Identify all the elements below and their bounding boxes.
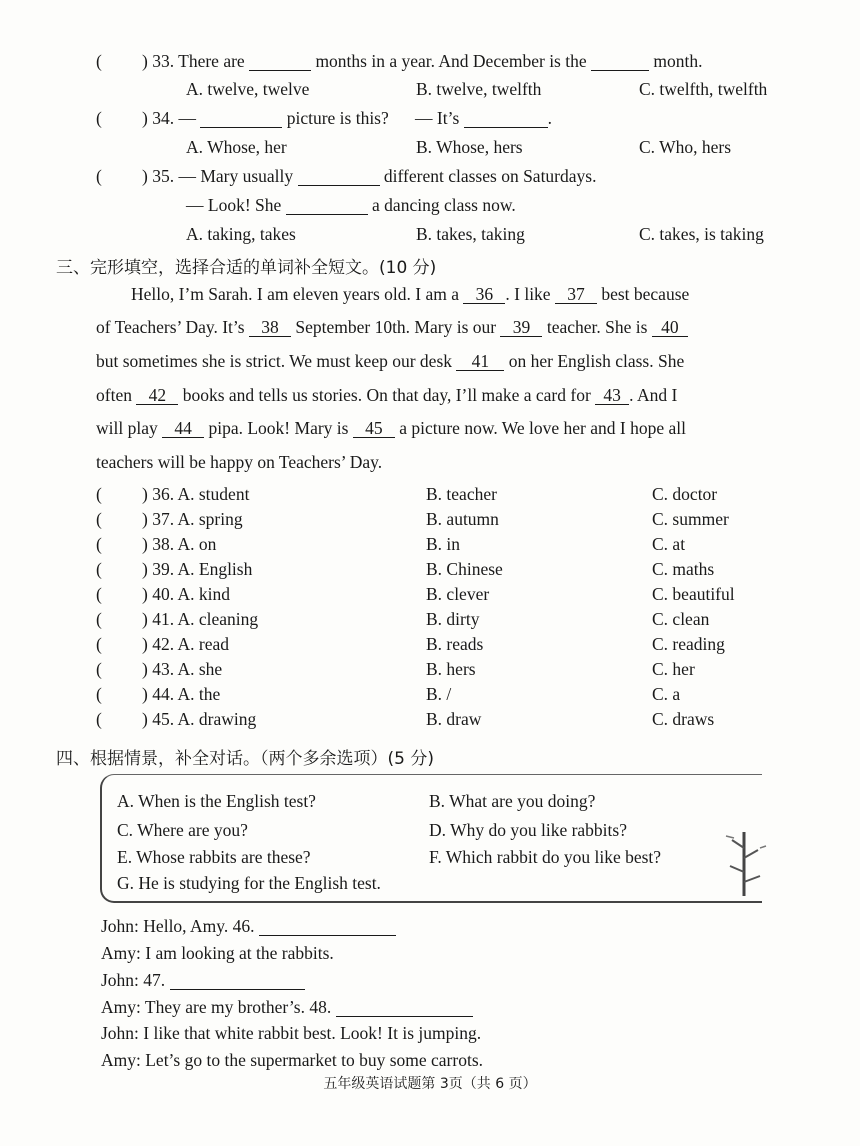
dialogue-line-4: [101, 997, 473, 1018]
blank-46[interactable]: [259, 917, 396, 936]
option-a: ) 44. A. the: [142, 684, 221, 704]
option-c: C. summer: [652, 509, 729, 529]
option-c: C. reading: [652, 634, 725, 654]
q33-option-a: A. twelve, twelve: [186, 79, 310, 99]
cloze-line-3: [96, 351, 808, 372]
cloze-blank-43[interactable]: 43: [595, 386, 629, 405]
option-b: B. draw: [426, 709, 482, 729]
q33-option-c: C. twelfth, twelfth: [639, 79, 768, 99]
cloze-blank-44[interactable]: 44: [162, 419, 204, 438]
option-b: B. dirty: [426, 609, 480, 629]
option-c: C. at: [652, 534, 686, 554]
answer-paren[interactable]: (: [96, 584, 102, 604]
q35-line2a: — Look! She: [186, 195, 282, 215]
option-b: B. reads: [426, 634, 484, 654]
cloze-text: September 10th. Mary is our: [295, 317, 497, 337]
q33-option-b: B. twelve, twelfth: [416, 79, 542, 99]
q33-blank1[interactable]: [249, 52, 311, 71]
cloze-blank-38[interactable]: 38: [249, 318, 291, 337]
option-row-45: [96, 709, 816, 734]
q34-paren-open: (: [96, 108, 102, 128]
cloze-text: often: [96, 385, 132, 405]
q35-option-a: A. taking, takes: [186, 224, 296, 244]
q33-line: [142, 51, 702, 72]
option-a: ) 41. A. cleaning: [142, 609, 259, 629]
dialogue-line-1: [101, 916, 396, 937]
q34-text2: — It’s: [415, 108, 460, 128]
cloze-text: pipa. Look! Mary is: [208, 418, 349, 438]
option-c: C. a: [652, 684, 681, 704]
dialogue-text: John: Hello, Amy. 46.: [101, 916, 255, 936]
cloze-options: [96, 484, 816, 734]
dialogue-line-2: Amy: I am looking at the rabbits.: [101, 943, 334, 963]
q33-blank2[interactable]: [591, 52, 649, 71]
option-c: C. doctor: [652, 484, 718, 504]
q35-option-b: B. takes, taking: [416, 224, 525, 244]
option-b: B. in: [426, 534, 461, 554]
dialogue-text: John: 47.: [101, 970, 166, 990]
q35-line2b: a dancing class now.: [372, 195, 516, 215]
q33-text3: month.: [653, 51, 703, 71]
choice-b: B. What are you doing?: [429, 791, 596, 811]
section3-heading: 三、完形填空，选择合适的单词补全短文。(10 分): [56, 258, 437, 278]
option-a: ) 45. A. drawing: [142, 709, 257, 729]
cloze-line-5: [96, 418, 808, 439]
answer-paren[interactable]: (: [96, 484, 102, 504]
q33-paren-open: (: [96, 51, 102, 71]
q35-number: ) 35. — Mary usually: [142, 166, 294, 186]
option-row-43: [96, 659, 816, 684]
option-b: B. Chinese: [426, 559, 503, 579]
cloze-text: on her English class. She: [508, 351, 685, 371]
option-c: C. maths: [652, 559, 715, 579]
cloze-line-4: [96, 385, 808, 406]
answer-paren[interactable]: (: [96, 559, 102, 579]
q35-blank2[interactable]: [286, 196, 368, 215]
option-row-42: [96, 634, 816, 659]
q35-line1: [142, 166, 596, 187]
answer-paren[interactable]: (: [96, 534, 102, 554]
option-row-41: [96, 609, 816, 634]
q35-text1: different classes on Saturdays.: [383, 166, 597, 186]
option-row-40: [96, 584, 816, 609]
dialogue-text: Amy: They are my brother’s. 48.: [101, 997, 332, 1017]
option-row-36: [96, 484, 816, 509]
option-a: ) 43. A. she: [142, 659, 223, 679]
answer-paren[interactable]: (: [96, 509, 102, 529]
cloze-line-1: [131, 284, 808, 305]
q34-option-a: A. Whose, her: [186, 137, 287, 157]
q35-line2: [186, 195, 516, 216]
option-row-39: [96, 559, 816, 584]
q33-number: ) 33.: [142, 51, 175, 71]
choice-f: F. Which rabbit do you like best?: [429, 847, 662, 867]
option-c: C. clean: [652, 609, 710, 629]
option-row-44: [96, 684, 816, 709]
answer-paren[interactable]: (: [96, 659, 102, 679]
page-footer: 五年级英语试题第 3页（共 6 页）: [323, 1076, 537, 1092]
cloze-text: but sometimes she is strict. We must keep our desk: [96, 351, 452, 371]
option-b: B. autumn: [426, 509, 499, 529]
answer-paren[interactable]: (: [96, 634, 102, 654]
cloze-line-2: [96, 317, 808, 338]
cloze-blank-39[interactable]: 39: [500, 318, 542, 337]
choice-a: A. When is the English test?: [117, 791, 316, 811]
q34-text3: .: [547, 108, 553, 128]
option-a: ) 42. A. read: [142, 634, 229, 654]
blank-47[interactable]: [170, 971, 305, 990]
q35-option-c: C. takes, is taking: [639, 224, 764, 244]
cloze-blank-40[interactable]: 40: [652, 318, 688, 337]
q34-option-c: C. Who, hers: [639, 137, 732, 157]
q34-blank1[interactable]: [200, 109, 282, 128]
cloze-blank-41[interactable]: 41: [456, 352, 504, 371]
cloze-text: a picture now. We love her and I hope all: [399, 418, 686, 438]
dialogue-line-3: [101, 970, 305, 991]
q35-paren-open: (: [96, 166, 102, 186]
answer-paren[interactable]: (: [96, 684, 102, 704]
cloze-text: . And I: [629, 385, 678, 405]
option-c: C. her: [652, 659, 695, 679]
cloze-text: will play: [96, 418, 158, 438]
cloze-text: books and tells us stories. On that day, I’ll make a card for: [182, 385, 591, 405]
answer-paren[interactable]: (: [96, 609, 102, 629]
q34-line: [142, 108, 552, 129]
cloze-text: best because: [601, 284, 690, 304]
cloze-text: teacher. She is: [546, 317, 648, 337]
option-row-37: [96, 509, 816, 534]
q34-option-b: B. Whose, hers: [416, 137, 523, 157]
q33-text2: months in a year. And December is the: [315, 51, 587, 71]
section4-heading: 四、根据情景，补全对话。（两个多余选项）(5 分): [56, 749, 434, 769]
cloze-blank-45[interactable]: 45: [353, 419, 395, 438]
option-b: B. teacher: [426, 484, 497, 504]
option-a: ) 38. A. on: [142, 534, 217, 554]
dialogue-line-5: John: I like that white rabbit best. Look! It is jumping.: [101, 1023, 482, 1043]
option-a: ) 40. A. kind: [142, 584, 230, 604]
q34-number: ) 34. —: [142, 108, 196, 128]
cloze-blank-42[interactable]: 42: [136, 386, 178, 405]
choice-c: C. Where are you?: [117, 820, 248, 840]
cloze-text: . I like: [505, 284, 551, 304]
cloze-line-6: teachers will be happy on Teachers’ Day.: [96, 452, 383, 472]
option-c: C. beautiful: [652, 584, 735, 604]
option-b: B. /: [426, 684, 452, 704]
option-b: B. hers: [426, 659, 476, 679]
choice-g: G. He is studying for the English test.: [117, 873, 381, 893]
cloze-blank-37[interactable]: 37: [555, 285, 597, 304]
dialogue-line-6: Amy: Let’s go to the supermarket to buy some carrots.: [101, 1050, 484, 1070]
cloze-blank-36[interactable]: 36: [463, 285, 505, 304]
option-b: B. clever: [426, 584, 490, 604]
option-a: ) 39. A. English: [142, 559, 253, 579]
bamboo-decoration-icon: [722, 828, 770, 900]
q35-blank1[interactable]: [298, 167, 380, 186]
option-c: C. draws: [652, 709, 715, 729]
answer-paren[interactable]: (: [96, 709, 102, 729]
cloze-text: of Teachers’ Day. It’s: [96, 317, 245, 337]
option-row-38: [96, 534, 816, 559]
q33-text1: There are: [178, 51, 245, 71]
option-a: ) 37. A. spring: [142, 509, 243, 529]
q34-blank2[interactable]: [464, 109, 548, 128]
cloze-text: Hello, I’m Sarah. I am eleven years old. I am a: [131, 284, 459, 304]
choice-d: D. Why do you like rabbits?: [429, 820, 627, 840]
blank-48[interactable]: [336, 998, 473, 1017]
option-a: ) 36. A. student: [142, 484, 250, 504]
q34-text1: picture is this?: [286, 108, 389, 128]
choice-e: E. Whose rabbits are these?: [117, 847, 311, 867]
